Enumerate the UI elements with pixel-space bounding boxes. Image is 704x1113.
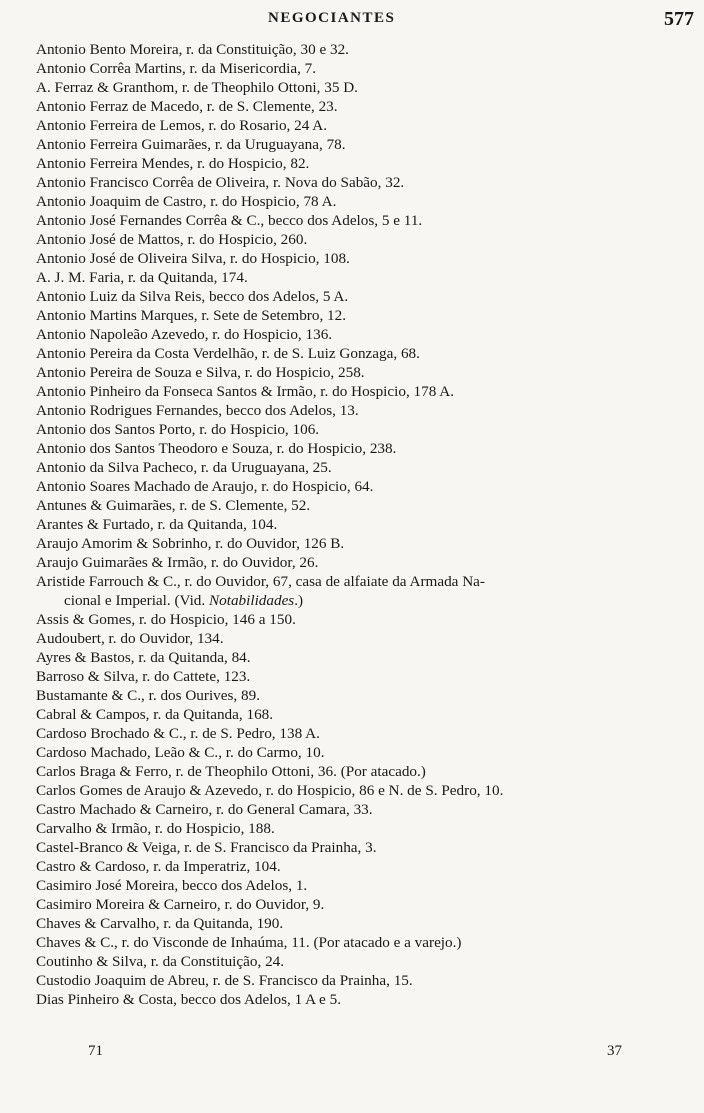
directory-entry: Assis & Gomes, r. do Hospicio, 146 a 150. — [36, 611, 296, 628]
page-header — [0, 8, 704, 36]
page-footer — [0, 1043, 704, 1065]
page-number: 577 — [664, 8, 694, 30]
directory-entry: Antonio Pereira de Souza e Silva, r. do Hospicio, 258. — [36, 364, 365, 381]
directory-entry: Casimiro José Moreira, becco dos Adelos, 1. — [36, 877, 308, 894]
directory-entry: Carlos Braga & Ferro, r. de Theophilo Ottoni, 36. (Por atacado.) — [36, 763, 426, 780]
directory-entry: Antonio José Fernandes Corrêa & C., becco dos Adelos, 5 e 11. — [36, 212, 423, 229]
directory-entry: Antonio Francisco Corrêa de Oliveira, r. Nova do Sabão, 32. — [36, 174, 405, 191]
directory-entry: Antunes & Guimarães, r. de S. Clemente, 52. — [36, 497, 311, 514]
directory-entry: Antonio José de Mattos, r. do Hospicio, 260. — [36, 231, 308, 248]
directory-entry: Carvalho & Irmão, r. do Hospicio, 188. — [36, 820, 275, 837]
directory-entry: Araujo Guimarães & Irmão, r. do Ouvidor, 26. — [36, 554, 319, 571]
directory-entry: Cabral & Campos, r. da Quitanda, 168. — [36, 706, 274, 723]
entry-continuation — [36, 591, 672, 610]
directory-entry: Audoubert, r. do Ouvidor, 134. — [36, 630, 224, 647]
directory-entry: Chaves & C., r. do Visconde de Inhaúma, 11. (Por atacado e a varejo.) — [36, 934, 462, 951]
directory-entry: Casimiro Moreira & Carneiro, r. do Ouvidor, 9. — [36, 896, 325, 913]
directory-entry: Antonio Rodrigues Fernandes, becco dos Adelos, 13. — [36, 402, 359, 419]
directory-entry: Antonio Pereira da Costa Verdelhão, r. de S. Luiz Gonzaga, 68. — [36, 345, 420, 362]
directory-entry: Barroso & Silva, r. do Cattete, 123. — [36, 668, 251, 685]
directory-entry: Antonio Ferreira de Lemos, r. do Rosario, 24 A. — [36, 117, 328, 134]
directory-entry: Chaves & Carvalho, r. da Quitanda, 190. — [36, 915, 284, 932]
entry-line: Aristide Farrouch & C., r. do Ouvidor, 67, casa de alfaiate da Armada Na- — [36, 573, 485, 590]
directory-entry: Dias Pinheiro & Costa, becco dos Adelos, 1 A e 5. — [36, 991, 341, 1008]
directory-entry: Antonio Napoleão Azevedo, r. do Hospicio, 136. — [36, 326, 333, 343]
directory-entry: Antonio Luiz da Silva Reis, becco dos Adelos, 5 A. — [36, 288, 349, 305]
directory-entry-aristide — [36, 572, 672, 610]
signature-mark-right: 37 — [607, 1043, 622, 1059]
cross-reference: Notabilidades — [209, 592, 295, 609]
directory-entry: Antonio Bento Moreira, r. da Constituição, 30 e 32. — [36, 41, 349, 58]
directory-entry: Antonio Joaquim de Castro, r. do Hospicio, 78 A. — [36, 193, 337, 210]
running-head-title: NEGOCIANTES — [268, 10, 396, 26]
merchant-directory-list — [36, 40, 672, 1009]
directory-entry: A. Ferraz & Granthom, r. de Theophilo Ottoni, 35 D. — [36, 79, 358, 96]
directory-entry: Castro Machado & Carneiro, r. do General Camara, 33. — [36, 801, 373, 818]
directory-entry: Cardoso Machado, Leão & C., r. do Carmo, 10. — [36, 744, 325, 761]
directory-entry: Antonio José de Oliveira Silva, r. do Hospicio, 108. — [36, 250, 350, 267]
entry-text: cional e Imperial. (Vid. — [64, 592, 209, 609]
directory-entry: Antonio Pinheiro da Fonseca Santos & Irmão, r. do Hospicio, 178 A. — [36, 383, 455, 400]
directory-entry: Custodio Joaquim de Abreu, r. de S. Francisco da Prainha, 15. — [36, 972, 413, 989]
directory-entry: Castro & Cardoso, r. da Imperatriz, 104. — [36, 858, 281, 875]
directory-entry: Antonio Corrêa Martins, r. da Misericordia, 7. — [36, 60, 317, 77]
directory-entry: Antonio da Silva Pacheco, r. da Uruguayana, 25. — [36, 459, 332, 476]
directory-entry: Antonio dos Santos Porto, r. do Hospicio, 106. — [36, 421, 320, 438]
signature-mark-left: 71 — [88, 1043, 103, 1059]
directory-entry: Antonio Ferraz de Macedo, r. de S. Clemente, 23. — [36, 98, 338, 115]
entry-text: .) — [294, 592, 304, 609]
directory-entry: A. J. M. Faria, r. da Quitanda, 174. — [36, 269, 248, 286]
directory-entry: Araujo Amorim & Sobrinho, r. do Ouvidor, 126 B. — [36, 535, 345, 552]
directory-entry: Ayres & Bastos, r. da Quitanda, 84. — [36, 649, 251, 666]
directory-entry: Arantes & Furtado, r. da Quitanda, 104. — [36, 516, 278, 533]
directory-entry: Antonio dos Santos Theodoro e Souza, r. do Hospicio, 238. — [36, 440, 397, 457]
directory-entry: Antonio Martins Marques, r. Sete de Setembro, 12. — [36, 307, 347, 324]
directory-entry: Coutinho & Silva, r. da Constituição, 24. — [36, 953, 285, 970]
directory-entry: Antonio Ferreira Guimarães, r. da Uruguayana, 78. — [36, 136, 346, 153]
directory-entry: Antonio Soares Machado de Araujo, r. do Hospicio, 64. — [36, 478, 374, 495]
directory-entry: Cardoso Brochado & C., r. de S. Pedro, 138 A. — [36, 725, 320, 742]
directory-entry: Carlos Gomes de Araujo & Azevedo, r. do Hospicio, 86 e N. de S. Pedro, 10. — [36, 782, 504, 799]
directory-entry: Antonio Ferreira Mendes, r. do Hospicio, 82. — [36, 155, 310, 172]
directory-entry: Castel-Branco & Veiga, r. de S. Francisco da Prainha, 3. — [36, 839, 377, 856]
directory-entry: Bustamante & C., r. dos Ourives, 89. — [36, 687, 261, 704]
